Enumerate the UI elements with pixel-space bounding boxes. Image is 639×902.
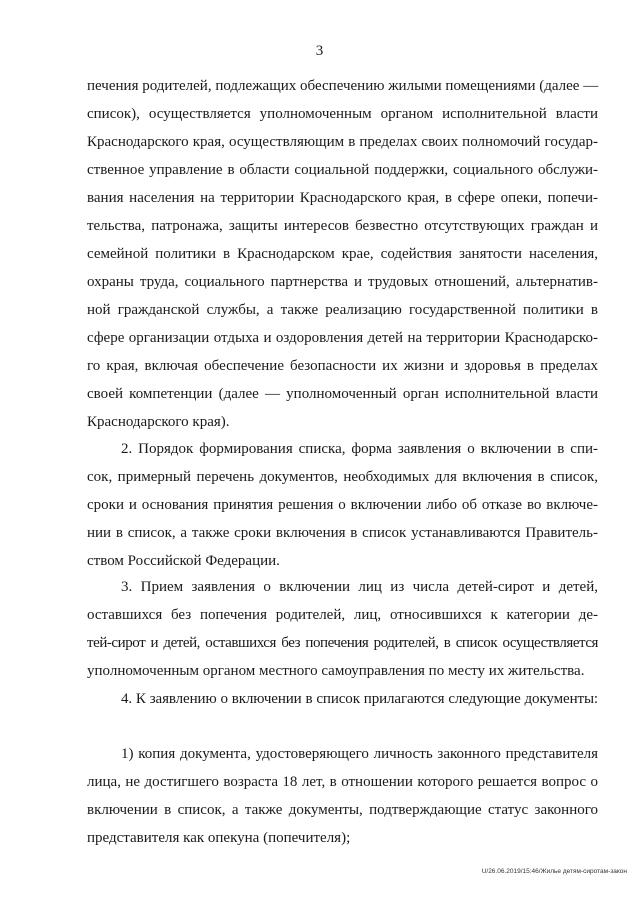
text-line: сфере организации отдыха и оздоровления детей на территории Краснодарско-	[87, 330, 598, 346]
item-1-first-line: 1) копия документа, удостоверяющего личность законного представителя	[121, 746, 598, 762]
text-line: тей-сирот и детей, оставшихся без попечения родителей, в список осуществляется	[87, 635, 598, 651]
text-line: список), осуществляется уполномоченным органом исполнительной власти	[87, 106, 598, 122]
text-line: вания населения на территории Краснодарского края, в сфере опеки, попечи-	[87, 190, 598, 206]
text-line: лица, не достигшего возраста 18 лет, в отношении которого решается вопрос о	[87, 774, 598, 790]
paragraph-3-first-line: 3. Прием заявления о включении лиц из числа детей-сирот и детей,	[121, 579, 598, 595]
text-line: нии в список, а также сроки включения в список устанавливаются Правитель-	[87, 525, 598, 541]
text-line: своей компетенции (далее — уполномоченный орган исполнительной власти	[87, 386, 598, 402]
text-line: тельства, патронажа, защиты интересов безвестно отсутствующих граждан и	[87, 218, 598, 234]
paragraph-2-first-line: 2. Порядок формирования списка, форма заявления о включении в спи-	[121, 441, 598, 457]
text-line: охраны труда, социального партнерства и трудовых отношений, альтернатив-	[87, 274, 598, 290]
text-line: сок, примерный перечень документов, необходимых для включения в список,	[87, 469, 598, 485]
text-line: включении в список, а также документы, подтверждающие статус законного	[87, 802, 598, 818]
text-line: Краснодарского края, осуществляющим в пределах своих полномочий государ-	[87, 134, 598, 150]
text-line: представителя как опекуна (попечителя);	[87, 830, 351, 846]
text-line: ством Российской Федерации.	[87, 553, 280, 569]
text-line: семейной политики в Краснодарском крае, содействия занятости населения,	[87, 246, 598, 262]
text-line: го края, включая обеспечение безопасности их жизни и здоровья в пределах	[87, 358, 598, 374]
page-number: 3	[315, 43, 324, 59]
text-line: оставшихся без попечения родителей, лиц, относившихся к категории де-	[87, 607, 598, 623]
footer-file-stamp: U/26.06.2019/15:46/Жилье детям-сиротам-закон	[481, 868, 627, 875]
text-line: сроки и основания принятия решения о включении либо об отказе во включе-	[87, 497, 598, 513]
paragraph-4-first-line: 4. К заявлению о включении в список прилагаются следующие документы:	[121, 691, 598, 707]
text-line: Краснодарского края).	[87, 414, 230, 430]
text-line: ной гражданской службы, а также реализацию государственной политики в	[87, 302, 598, 318]
text-line: ственное управление в области социальной поддержки, социального обслужи-	[87, 162, 598, 178]
text-line: уполномоченным органом местного самоуправления по месту их жительства.	[87, 663, 585, 679]
text-line: печения родителей, подлежащих обеспечению жилыми помещениями (далее —	[87, 78, 599, 94]
